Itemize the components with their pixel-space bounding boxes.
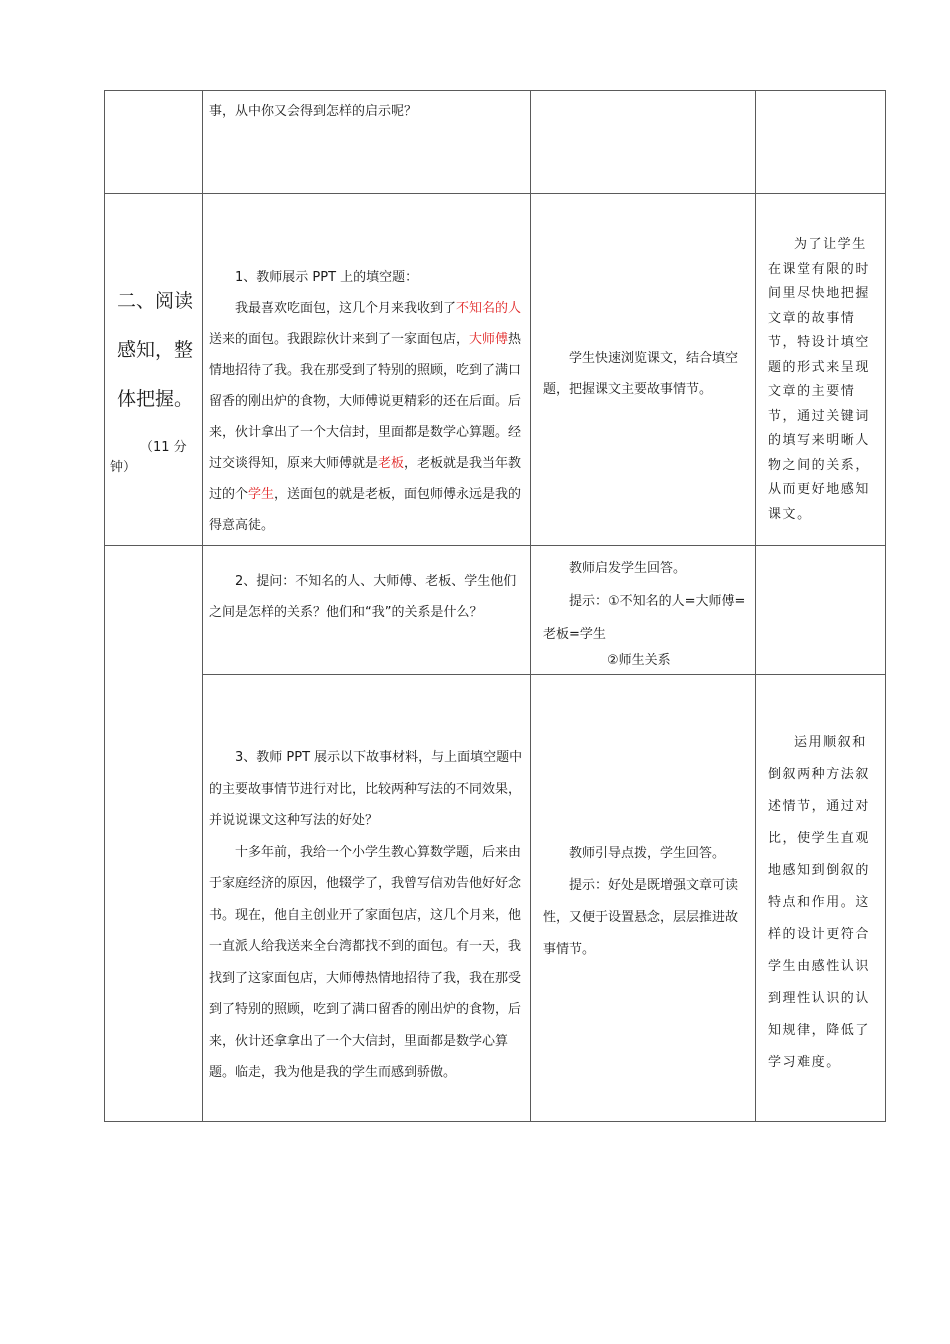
row1-intent-text: 为了让学生在课堂有限的时间里尽快地把握文章的故事情节，特设计填空题的形式来呈现文章的主要情节，通过关键词的填写来明晰人物之间的关系，从而更好地感知课文。 [768,237,870,522]
stage-time-b: 钟） [110,460,137,475]
passage-segment: 送来的面包。我跟踪伙计来到了一家面包店， [209,332,470,347]
passage-segment: ，送面包的就是老板，面包师傅永远是我的得意高徒。 [209,487,522,533]
row1-student-activity [543,343,748,405]
stage-time [110,438,200,478]
table-border-bottom [104,1121,886,1122]
row3-teacher-activity [209,742,524,1089]
passage-segment: 我最喜欢吃面包，这几个月来我收到了 [235,301,457,316]
table-col-divider [755,90,756,1122]
row2-teacher-question [209,566,524,628]
keyword-blank-2: 大师傅 [469,332,509,347]
row1-teacher-activity [209,262,524,541]
table-border-right [885,90,886,1122]
row2-student-activity [543,552,748,671]
story-material-text: 十多年前，我给一个小学生教心算数学题，后来由于家庭经济的原因，他辍学了，我曾写信劝告他好好念书。现在，他自主创业开了家面包店，这几个月来，他一直派人给我送来全台湾都找不到的面包。有一天，我找到了这家面包店，大师傅热情地招待了我，我在那受到了特别的照顾，吃到了满口留香的刚出炉的食物，后来，伙计还拿拿出了一个大信封，里面都是数学心算题。临走，我为他是我的学生而感到骄傲。 [209,844,522,1080]
fill-blank-passage [209,293,524,541]
row3-design-intent [768,727,880,1079]
stage-label [117,277,201,424]
table-row-divider [104,193,886,194]
stage-line-2: 感知，整 [117,339,194,361]
table-row-divider [104,545,886,546]
question-2-text: 2、提问：不知名的人、大师傅、老板、学生他们之间是怎样的关系？他们和“我”的关系是什么？ [209,574,517,620]
row2-student-line-2: 提示：①不知名的人=大师傅=老板=学生 [543,594,746,642]
table-border-left [104,90,105,1122]
passage-segment: 热情地招待了我。我在那受到了特别的照顾，吃到了满口留香的刚出炉的食物，大师傅说更精彩的还在后面。后来，伙计拿出了一个大信封，里面都是数学心算题。经过交谈得知，原来大师傅就是 [209,332,522,471]
stage-time-a: （11 分 [140,440,187,455]
keyword-blank-3: 老板 [378,456,405,471]
row3-student-line-2: 提示：好处是既增强文章可读性，又便于设置悬念，层层推进故事情节。 [543,878,739,957]
row2-student-line-3: ②师生关系 [607,653,671,668]
table-row-divider [202,674,886,675]
stage-line-3: 体把握。 [117,388,194,410]
row0-content-text: 事，从中你又会得到怎样的启示呢？ [209,104,418,119]
row1-design-intent [768,233,880,527]
keyword-blank-4: 学生 [248,487,275,502]
table-border-top [104,90,886,91]
row3-student-line-1: 教师引导点拨，学生回答。 [569,846,726,861]
table-col-divider [202,90,203,1122]
passage-segment: ，老板就是我当年教过的个 [209,456,522,502]
row3-student-activity [543,838,748,966]
row3-intent-text: 运用顺叙和倒叙两种方法叙述情节，通过对比，使学生直观地感知到倒叙的特点和作用。这样的设计更符合学生由感性认识到理性认识的认知规律，降低了学习难度。 [768,735,870,1070]
row2-student-line-1: 教师启发学生回答。 [569,561,687,576]
row1-student-text: 学生快速浏览课文，结合填空题，把握课文主要故事情节。 [543,351,739,397]
table-col-divider [530,90,531,1122]
row0-content [209,96,524,127]
keyword-blank-1: 不知名的人 [456,301,522,316]
task-1-title: 1、教师展示 PPT 上的填空题： [235,270,419,285]
task-3-text: 3、教师 PPT 展示以下故事材料，与上面填空题中的主要故事情节进行对比，比较两种写法的不同效果，并说说课文这种写法的好处？ [209,750,523,828]
stage-line-1: 二、阅读 [117,290,194,312]
